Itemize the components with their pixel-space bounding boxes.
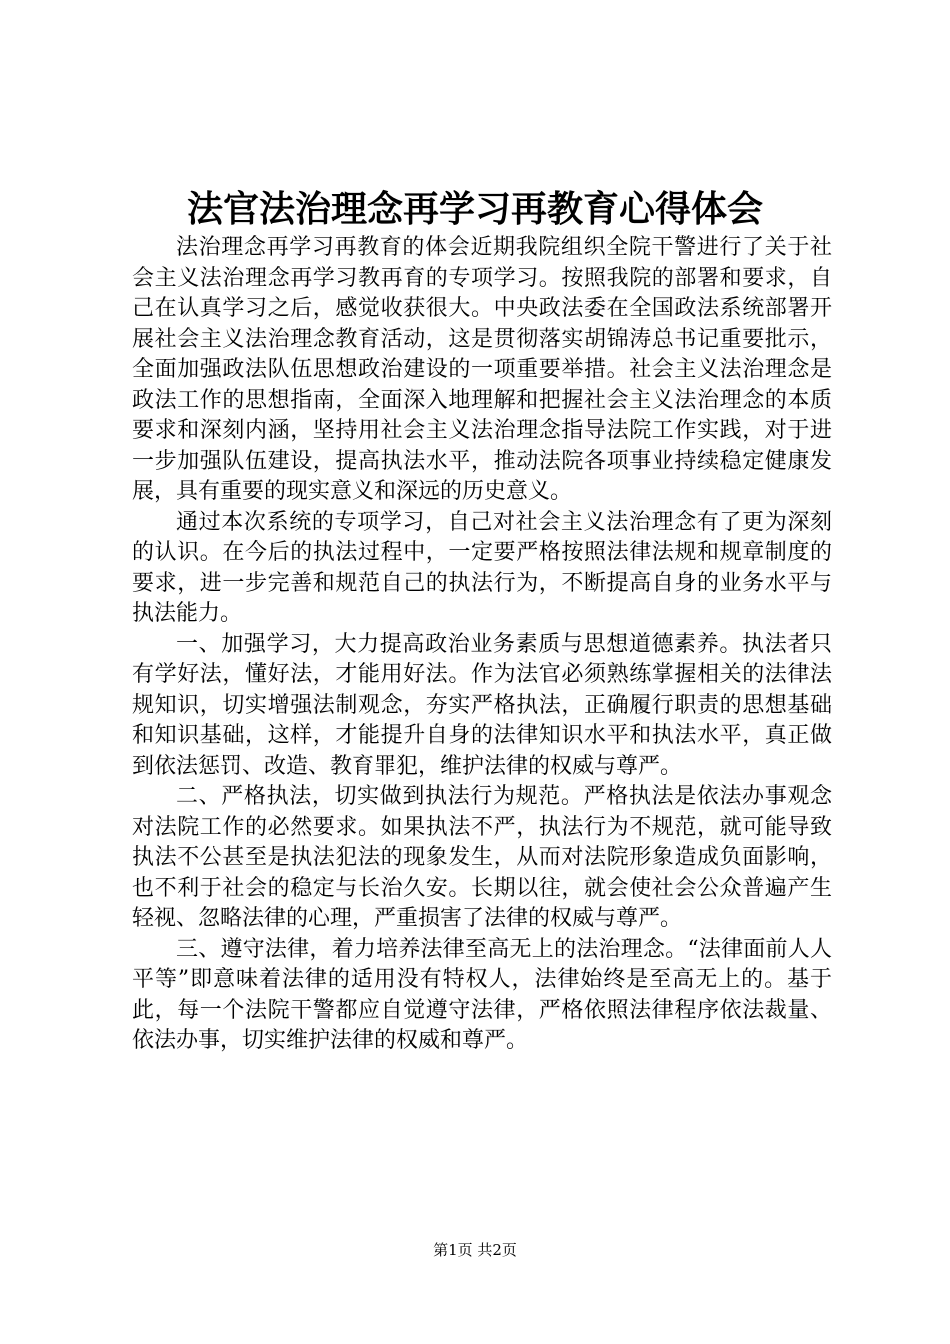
paragraph: 一、加强学习，大力提高政治业务素质与思想道德素养。执法者只有学好法，懂好法，才能用好法。作为法官必须熟练掌握相关的法律法规知识，切实增强法制观念，夯实严格执法，正确履行职责的思想基础和知识基础，这样，才能提升自身的法律知识水平和执法水平，真正做到依法惩罚、改造、教育罪犯，维护法律的权威与尊严。: [132, 631, 832, 779]
paragraph: 法治理念再学习再教育的体会近期我院组织全院干警进行了关于社会主义法治理念再学习教再育的专项学习。按照我院的部署和要求，自己在认真学习之后，感觉收获很大。中央政法委在全国政法系统部署开展社会主义法治理念教育活动，这是贯彻落实胡锦涛总书记重要批示，全面加强政法队伍思想政治建设的一项重要举措。社会主义法治理念是政法工作的思想指南，全面深入地理解和把握社会主义法治理念的本质要求和深刻内涵，坚持用社会主义法治理念指导法院工作实践，对于进一步加强队伍建设，提高执法水平，推动法院各项事业持续稳定健康发展，具有重要的现实意义和深远的历史意义。: [132, 235, 832, 504]
paragraph: 三、遵守法律，着力培养法律至高无上的法治理念。“法律面前人人平等”即意味着法律的适用没有特权人，法律始终是至高无上的。基于此，每一个法院干警都应自觉遵守法律，严格依照法律程序依法裁量、依法办事，切实维护法律的权威和尊严。: [132, 936, 832, 1053]
paragraph: 通过本次系统的专项学习，自己对社会主义法治理念有了更为深刻的认识。在今后的执法过程中，一定要严格按照法律法规和规章制度的要求，进一步完善和规范自己的执法行为，不断提高自身的业务水平与执法能力。: [132, 509, 832, 626]
page-number-footer: 第1页 共2页: [433, 1241, 517, 1259]
paragraph: 二、严格执法，切实做到执法行为规范。严格执法是依法办事观念对法院工作的必然要求。如果执法不严，执法行为不规范，就可能导致执法不公甚至是执法犯法的现象发生，从而对法院形象造成负面影响，也不利于社会的稳定与长治久安。长期以往，就会使社会公众普遍产生轻视、忽略法律的心理，严重损害了法律的权威与尊严。: [132, 784, 832, 931]
document-title: 法官法治理念再学习再教育心得体会: [186, 188, 763, 230]
document-body: [132, 233, 832, 1057]
